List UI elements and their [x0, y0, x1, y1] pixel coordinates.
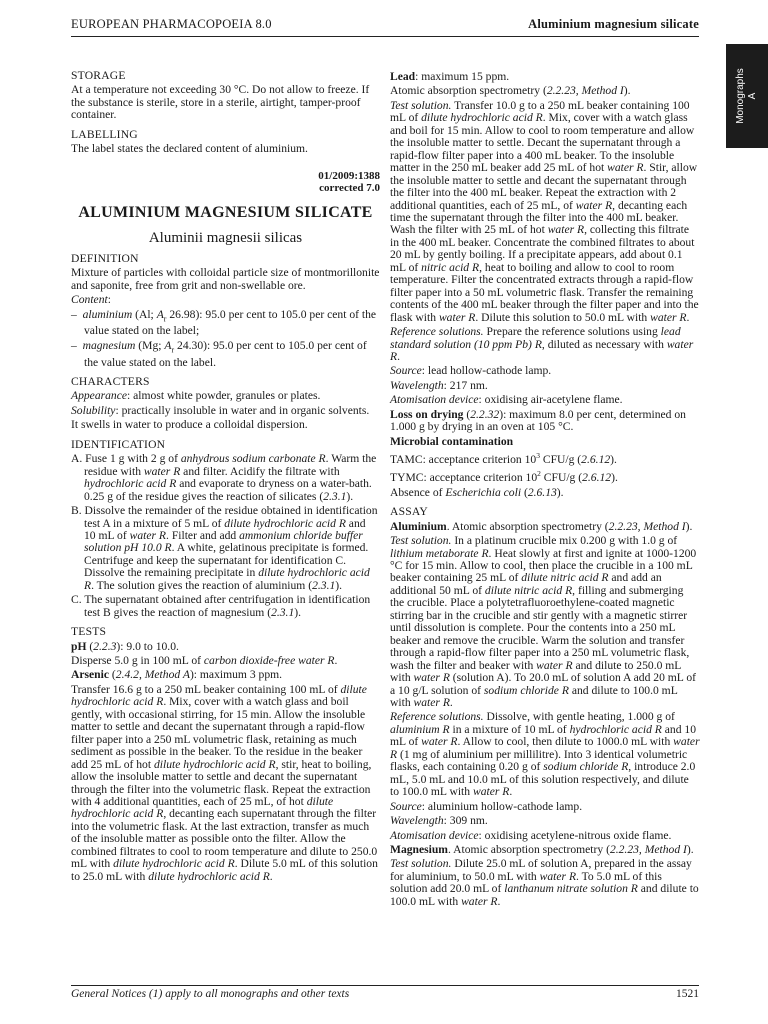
definition-heading: DEFINITION [71, 251, 139, 265]
identification-heading: IDENTIFICATION [71, 437, 166, 451]
left-column [71, 66, 380, 885]
characters-heading: CHARACTERS [71, 374, 150, 388]
definition-text: Mixture of particles with colloidal particle size of montmorillonite and saponite, free from grit and non-swellable ore. [71, 266, 380, 292]
arsenic-test: Arsenic (2.4.2, Method A): maximum 3 ppm. [71, 668, 283, 682]
page-number: 1521 [676, 988, 699, 1000]
assay-heading: ASSAY [390, 505, 428, 519]
right-column [390, 71, 700, 910]
lead-method: Atomic absorption spectrometry (2.2.23, Method I). [390, 84, 631, 98]
appearance-text: Appearance: almost white powder, granules or plates. [71, 389, 321, 403]
solubility-text: Solubility: practically insoluble in water and in organic solvents. [71, 403, 370, 417]
microbial-heading: Microbial contamination [390, 434, 514, 448]
lead-reference-solutions: Reference solutions. Prepare the reference solutions using lead standard solution (10 ppm Pb) R, diluted as necessary with water R. [390, 325, 694, 363]
storage-text: At a temperature not exceeding 30 °C. Do not allow to freeze. If the substance is sterile, store in a sterile, airtight, tamper-proof container. [71, 83, 370, 122]
latin-title: Aluminii magnesii silicas [148, 229, 303, 246]
aluminium-wavelength: Wavelength: 309 nm. [390, 814, 488, 828]
content-aluminium: – aluminium (Al; $A_r$ 26.98): 95.0 per cent to 105.0 per cent of the value stated on the label; [71, 307, 377, 338]
general-notices-note: General Notices (1) apply to all monographs and other texts [71, 988, 350, 1000]
thumb-tab-letter: A [747, 92, 758, 100]
lead-atomisation: Atomisation device: oxidising air-acetylene flame. [390, 393, 623, 407]
ecoli-absence: Absence of Escherichia coli (2.6.13). [390, 485, 564, 499]
lead-source: Source: lead hollow-cathode lamp. [390, 364, 552, 378]
aluminium-source: Source: aluminium hollow-cathode lamp. [390, 799, 583, 813]
storage-heading: STORAGE [71, 69, 126, 82]
lead-wavelength: Wavelength: 217 nm. [390, 378, 488, 392]
aluminium-reference-solutions: Reference solutions. Dissolve, with gentle heating, 1.000 g of aluminium R in a mixture of 10 mL of hydrochloric acid R and 10 mL of water R. Allow to cool, then dilute to 1000.0 mL with water R (1 mg of aluminium per millilitre). Into 3 identical volumetric flasks, each containing 0.20 g of sodium chloride R, introduce 2.0 mL, 5.0 mL and 10.0 mL of this solution respectively, and dilute to 100.0 mL with water R. [390, 710, 700, 799]
identification-b: B. Dissolve the remainder of the residue obtained in identification test A in a mixture of 5 mL of dilute hydrochloric acid R and 10 mL of water R. Filter and add ammonium chloride buffer solution pH 10.0 R. A white, gelatinous precipitate is formed. Centrifuge and keep the supernatant for identification C. Dissolve the remaining precipitate in dilute hydrochloric acid R. The solution gives the reaction of aluminium (2.3.1). [71, 504, 378, 592]
lead-test-solution: Test solution. Transfer 10.0 g to a 250 mL beaker containing 100 mL of dilute hydrochloric acid R. Mix, cover with a watch glass and boil for 15 min. Allow to cool to room temperature and allow the insoluble matter to settle. Decant the supernatant through a rapid-flow filter paper into a 400 mL beaker. To the insoluble matter in the 250 mL beaker add 25 mL of hot water R. Stir, allow the insoluble matter to settle and decant the supernatant through the filter into the 400 mL beaker. Repeat the extraction with 2 additional quantities, each of 25 mL, of water R, decanting each time the supernatant through the filter into the 400 mL beaker. Wash the filter with 25 mL of hot water R, collecting this filtrate in the 400 mL beaker. Concentrate the combined filtrates to about 20 mL by gently boiling. If a precipitate appears, add about 0.1 mL of nitric acid R, heat to boiling and allow to cool to room temperature. Filter the concentrated extracts through a rapid-flow filter paper into a 50 mL volumetric flask. Transfer the remaining contents of the 400 mL beaker through the filter paper and into the flask with water R. Dilute this solution to 50.0 mL with water R. [390, 98, 699, 324]
correction-note: corrected 7.0 [319, 181, 380, 194]
tamc-criterion: TAMC: acceptance criterion $10^3$ CFU/g (2.6.12). [390, 451, 617, 466]
content-label: Content: [71, 293, 111, 307]
running-header [71, 14, 699, 37]
swelling-text: It swells in water to produce a colloidal dispersion. [71, 418, 308, 432]
monograph-reference [71, 170, 380, 194]
magnesium-assay: Magnesium. Atomic absorption spectrometry (2.2.23, Method I). [390, 843, 694, 856]
tests-heading: TESTS [71, 625, 107, 639]
labelling-text: The label states the declared content of aluminium. [71, 142, 308, 156]
monograph-number: 01/2009:1388 [318, 169, 380, 182]
ph-preparation: Disperse 5.0 g in 100 mL of carbon dioxide-free water R. [71, 654, 338, 668]
loss-on-drying: Loss on drying (2.2.32): maximum 8.0 per cent, determined on 1.000 g by drying in an oven at 105 °C. [390, 407, 686, 434]
content-magnesium: – magnesium (Mg; $A_r$ 24.30): 95.0 per cent to 105.0 per cent of the value stated on the label. [71, 338, 367, 369]
page-footer [71, 985, 699, 1004]
lead-test: Lead: maximum 15 ppm. [390, 70, 510, 83]
aluminium-test-solution: Test solution. In a platinum crucible mix 0.200 g with 1.0 g of lithium metaborate R. Heat slowly at first and ignite at 1000-1200 °C for 15 min. Allow to cool, then place the crucible in a 100 mL beaker containing 25 mL of dilute nitric acid R and add an additional 50 mL of dilute nitric acid R, filling and submerging the crucible. Place a polytetrafluoroethylene-coated magnetic stirring bar in the crucible and stir gently with a magnetic stirrer until dissolution is complete. Pour the contents into a 250 mL beaker and remove the crucible. Warm the solution and transfer through a rapid-flow filter paper into a 250 mL volumetric flask, wash the filter and beaker with water R and dilute to 250.0 mL with water R (solution A). To 20.0 mL of solution A add 20 mL of a 10 g/L solution of sodium chloride R and dilute to 100.0 mL with water R. [390, 534, 697, 710]
aluminium-assay: Aluminium. Atomic absorption spectrometry (2.2.23, Method I). [390, 519, 693, 533]
publication-title: EUROPEAN PHARMACOPOEIA 8.0 [71, 17, 272, 31]
monograph-title: ALUMINIUM MAGNESIUM SILICATE [78, 203, 373, 221]
thumb-tab-label: Monographs [735, 68, 746, 124]
aluminium-atomisation: Atomisation device: oxidising acetylene-nitrous oxide flame. [390, 828, 672, 842]
section-thumb-tab [726, 44, 768, 148]
magnesium-test-solution: Test solution. Dilute 25.0 mL of solution A, prepared in the assay for aluminium, to 50.0 mL with water R. To 5.0 mL of this solution add 20.0 mL of lanthanum nitrate solution R and dilute to 100.0 mL with water R. [390, 857, 699, 908]
identification-a: A. Fuse 1 g with 2 g of anhydrous sodium carbonate R. Warm the residue with water R and filter. Acidify the filtrate with hydrochloric acid R and evaporate to dryness on a water-bath. 0.25 g of the residue gives the reaction of silicates (2.3.1). [71, 452, 377, 503]
tymc-criterion: TYMC: acceptance criterion $10^2$ CFU/g (2.6.12). [390, 469, 618, 485]
identification-c: C. The supernatant obtained after centrifugation in identification test B gives the reaction of magnesium (2.3.1). [71, 593, 371, 619]
arsenic-procedure: Transfer 16.6 g to a 250 mL beaker containing 100 mL of dilute hydrochloric acid R. Mix, cover with a watch glass and boil gently, with occasional stirring, for 15 min. Allow the insoluble matter to settle and decant the supernatant through a rapid-flow filter paper into a 250 mL volumetric flask, retaining as much sediment as possible in the beaker. To the residue in the beaker add 25 mL of hot dilute hydrochloric acid R, stir, heat to boiling, allow the insoluble matter to settle and decant the supernatant through the filter into the volumetric flask. Repeat the extraction with 4 additional quantities, each of 25 mL, of hot dilute hydrochloric acid R, decanting each supernatant through the filter into the volumetric flask. At the last extraction, transfer as much of the insoluble matter as possible onto the filter. Allow the combined filtrates to cool to room temperature and dilute to 250.0 mL with dilute hydrochloric acid R. Dilute 5.0 mL of this solution to 25.0 mL with dilute hydrochloric acid R. [71, 682, 378, 883]
labelling-heading: LABELLING [71, 127, 138, 141]
ph-test: pH (2.2.3): 9.0 to 10.0. [71, 639, 179, 653]
monograph-running-title: Aluminium magnesium silicate [528, 17, 699, 31]
